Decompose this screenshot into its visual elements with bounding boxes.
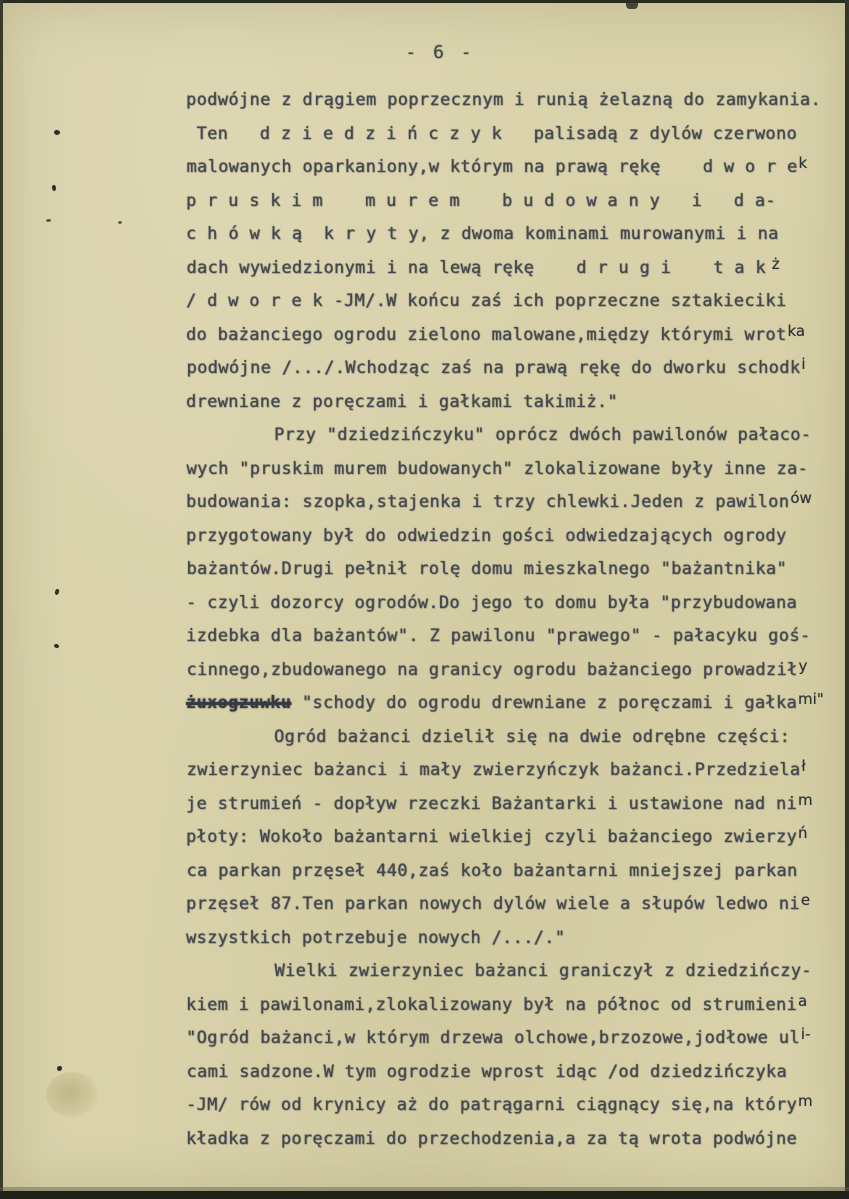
document-text-body: [186, 84, 836, 1156]
scan-edge-left: [0, 0, 3, 1199]
page-number: - 6 -: [405, 42, 475, 63]
text-line: wych "pruskim murem budowanych" zlokalizowane były inne za-: [186, 458, 809, 479]
ink-speck: [46, 219, 51, 222]
text-line: podwójne /.../.Wchodząc zaś na prawą rękę do dworku schodki: [186, 355, 806, 378]
text-line: przęseł 87.Ten parkan nowych dylów wiele a słupów ledwo nie: [186, 891, 811, 914]
text-line: Ten d z i e d z i ń c z y k palisadą z dylów czerwono: [186, 123, 798, 144]
scan-edge-top: [0, 0, 849, 3]
text-line: ca parkan przęseł 440,zaś koło bażantarni mniejszej parkan: [186, 860, 798, 881]
text-line: zwierzyniec bażanci i mały zwierzyńczyk bażanci.Przedzielał: [186, 757, 806, 780]
text-line: malowanych oparkaniony,w którym na prawą rękę d w o r ek: [186, 154, 808, 177]
text-line: p r u s k i m m u r e m b u d o w a n y i d a-: [186, 190, 776, 211]
text-line: żuxogzuwku "schody do ogrodu drewniane z poręczami i gałkami": [186, 690, 824, 713]
ink-speck: [57, 1066, 62, 1071]
handwritten-correction: m: [798, 790, 813, 809]
handwritten-correction: k: [798, 154, 808, 172]
handwritten-correction: mi": [798, 690, 824, 708]
text-line: izdebka dla bażantów". Z pawilonu "prawego" - pałacyku goś-: [186, 626, 811, 646]
handwritten-correction: i: [801, 355, 806, 373]
ink-speck: [51, 185, 56, 192]
handwritten-correction: a: [798, 991, 808, 1010]
handwritten-correction: e: [800, 891, 811, 909]
paper-stain: [46, 1072, 98, 1118]
text-line: kładka z poręczami do przechodzenia,a za tą wrota podwójne: [186, 1128, 798, 1149]
ink-speck: [118, 221, 122, 224]
text-line: budowania: szopka,stajenka i trzy chlewki.Jeden z pawilonów: [186, 489, 812, 512]
text-line: bażantów.Drugi pełnił rolę domu mieszkalnego "bażantnika": [186, 559, 787, 579]
text-line: cinnego,zbudowanego na granicy ogrodu bażanciego prowadziły: [186, 656, 808, 680]
text-line: c h ó w k ą k r y t y, z dwoma kominami murowanymi i na: [186, 224, 779, 244]
text-line: je strumień - dopływ rzeczki Bażantarki i ustawione nad nim: [186, 790, 813, 814]
text-line: drewniane z poręczami i gałkami takimiż.": [186, 391, 618, 412]
handwritten-correction: ów: [790, 489, 812, 507]
ink-speck: [55, 589, 60, 596]
text-line: Wielki zwierzyniec bażanci graniczył z dziedzińczy-: [274, 961, 812, 981]
handwritten-correction: ka: [787, 321, 806, 340]
handwritten-correction: m: [798, 1092, 813, 1110]
text-line: dach wywiedzionymi i na lewą rękę d r u g i t a k ż: [186, 254, 780, 278]
scan-edge-right: [845, 0, 849, 1199]
text-line: / d w o r e k -JM/.W końcu zaś ich poprzeczne sztakieciki: [186, 291, 787, 311]
handwritten-correction: y: [798, 656, 808, 675]
text-line: "Ogród bażanci,w którym drzewa olchowe,brzozowe,jodłowe uli-: [186, 1025, 811, 1048]
text-line: przygotowany był do odwiedzin gości odwiedzających ogrody: [186, 525, 787, 546]
text-line: Przy "dziedzińczyku" oprócz dwóch pawilonów pałaco-: [274, 425, 812, 445]
handwritten-correction: ń: [798, 824, 808, 842]
text-line: podwójne z drągiem poprzecznym i runią żelazną do zamykania.: [186, 90, 822, 110]
text-line: kiem i pawilonami,zlokalizowany był na północ od strumienia: [186, 991, 808, 1015]
struck-out-word: żuxogzuwku: [186, 693, 292, 713]
text-line: do bażanciego ogrodu zielono malowane,między którymi wrotka: [186, 321, 806, 345]
text-line: -JM/ rów od krynicy aż do patrągarni ciągnący się,na którym: [186, 1092, 813, 1115]
text-line: Ogród bażanci dzielił się na dwie odrębne części:: [274, 726, 791, 747]
text-line: wszystkich potrzebuje nowych /.../.": [186, 927, 566, 948]
ink-speck: [53, 129, 60, 136]
handwritten-correction: ł: [801, 757, 806, 775]
text-line: płoty: Wokoło bażantarni wielkiej czyli bażanciego zwierzyń: [186, 824, 808, 847]
scan-edge-bottom: [0, 1191, 849, 1199]
handwritten-correction: i-: [800, 1025, 811, 1043]
text-line: cami sadzone.W tym ogrodzie wprost idąc /od dziedzińczyka: [186, 1061, 787, 1082]
handwritten-correction: ż: [766, 254, 780, 273]
ink-speck: [53, 643, 59, 649]
text-line: - czyli dozorcy ogrodów.Do jego to domu była "przybudowana: [186, 592, 798, 613]
scan-edge-mark: [626, 0, 638, 9]
